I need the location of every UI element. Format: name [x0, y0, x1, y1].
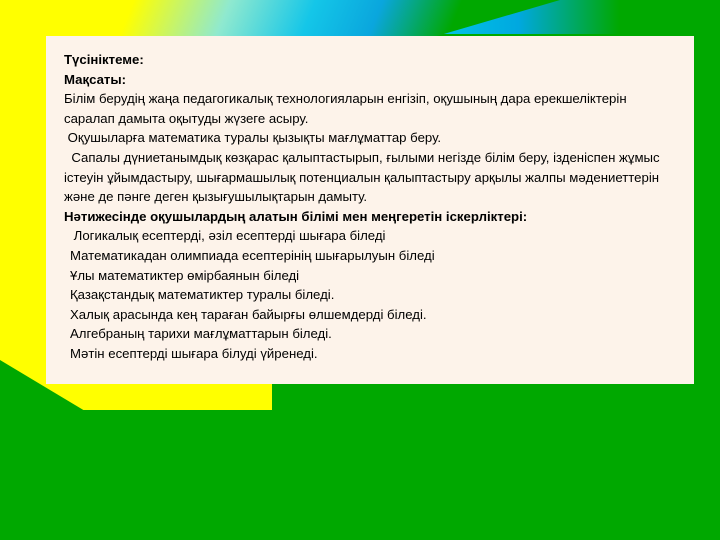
text-line: Мәтін есептерді шығара білуді үйренеді.: [70, 345, 318, 361]
text-line: Түсініктеме:: [64, 52, 144, 67]
text-line: Білім берудің жаңа педагогикалық технологияларын енгізіп, оқушының дара ерекшеліктерін саралап дамыта оқытуды жүзеге асыру.: [64, 91, 631, 126]
text-line: Логикалық есептерді, әзіл есептерді шығара біледі: [70, 228, 386, 244]
text-line: Қазақстандық математиктер туралы біледі.: [70, 287, 335, 303]
text-line: Оқушыларға математика туралы қызықты мағлұматтар беру.: [64, 130, 442, 146]
text-body: [64, 50, 678, 364]
text-line: Ұлы математиктер өмірбаянын біледі: [70, 267, 300, 283]
text-line: Сапалы дүниетанымдық көзқарас қалыптастырып, ғылыми негізде білім беру, ізденіспен жұмыс істеуін ұйымдастыру, шығармашылық потенциалын қалыптастыру арқылы жалпы мәдениеттерін және де пәнге деген қызығушылықтарын дамыту.: [64, 149, 664, 205]
text-line: Халық арасында кең тараған байырғы өлшемдерді біледі.: [70, 306, 427, 322]
text-line: Нәтижесінде оқушылардың алатын білімі мен меңгеретін іскерліктері:: [64, 208, 528, 224]
content-card: [46, 36, 694, 384]
text-line: Математикадан олимпиада есептерінің шығарылуын біледі: [70, 247, 435, 263]
text-line: Алгебраның тарихи мағлұматтарын біледі.: [70, 326, 332, 342]
text-line: Мақсаты:: [64, 71, 127, 87]
